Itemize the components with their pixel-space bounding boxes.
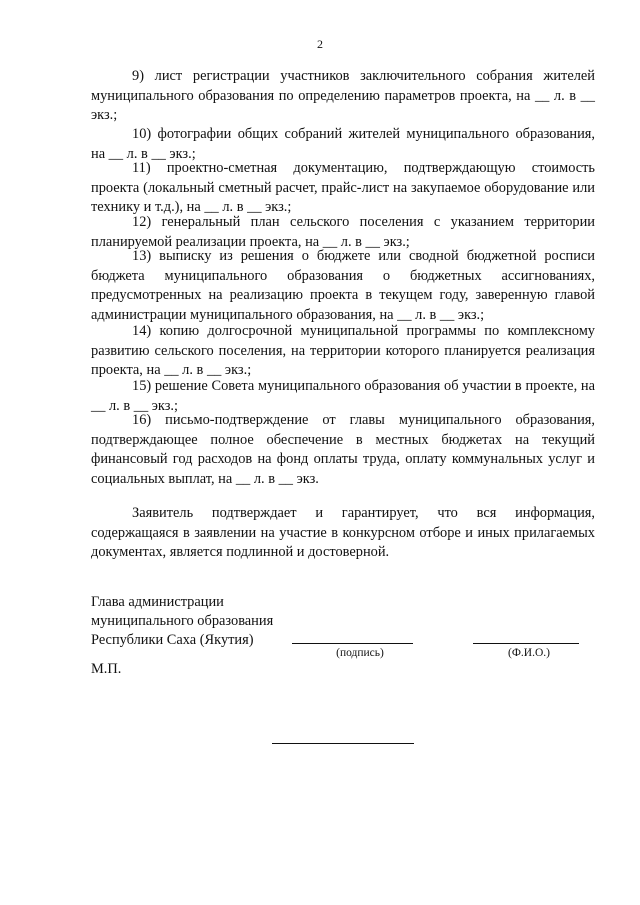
list-item-13: 13) выписку из решения о бюджете или сводной бюджетной росписи бюджета муниципального образования о бюджетных ассигнованиях, предусмотренных на реализацию проекта в текущем году, заверенную главой администрации муниципального образования, на __ л. в __ экз.;: [91, 248, 595, 323]
list-item-15: 15) решение Совета муниципального образования об участии в проекте, на __ л. в __ экз.;: [91, 378, 595, 414]
signatory-title-line2: муниципального образования: [91, 613, 274, 629]
stamp-place: М.П.: [91, 661, 122, 677]
signature-caption: (подпись): [336, 647, 384, 659]
signatory-title-line3: Республики Саха (Якутия): [91, 632, 254, 648]
bottom-rule: [272, 743, 414, 744]
signature-line: [292, 643, 413, 644]
list-item-16: 16) письмо-подтверждение от главы муниципального образования, подтверждающее полное обеспечение в местных бюджетах на текущий финансовый год расходов на фонд оплаты труда, оплату коммунальных услуг и социальных выплат, на __ л. в __ экз.: [91, 412, 595, 487]
list-item-14: 14) копию долгосрочной муниципальной программы по комплексному развитию сельского поселения, на территории которого планируется реализация проекта, на __ л. в __ экз.;: [91, 323, 595, 379]
signatory-title-line1: Глава администрации: [91, 594, 224, 610]
list-item-11: 11) проектно-сметная документацию, подтверждающую стоимость проекта (локальный сметный расчет, прайс-лист на закупаемое оборудование или технику и т.д.), на __ л. в __ экз.;: [91, 160, 595, 216]
full-name-line: [473, 643, 579, 644]
list-item-9: 9) лист регистрации участников заключительного собрания жителей муниципального образования по определению параметров проекта, на __ л. в __ экз.;: [91, 68, 595, 124]
full-name-caption: (Ф.И.О.): [508, 647, 550, 659]
list-item-10: 10) фотографии общих собраний жителей муниципального образования, на __ л. в __ экз.;: [91, 126, 595, 162]
page-number: 2: [317, 37, 323, 51]
list-item-12: 12) генеральный план сельского поселения с указанием территории планируемой реализации проекта, на __ л. в __ экз.;: [91, 214, 595, 250]
declaration-paragraph: Заявитель подтверждает и гарантирует, что вся информация, содержащаяся в заявлении на участие в конкурсном отборе и иных прилагаемых документах, является подлинной и достоверной.: [91, 505, 595, 561]
